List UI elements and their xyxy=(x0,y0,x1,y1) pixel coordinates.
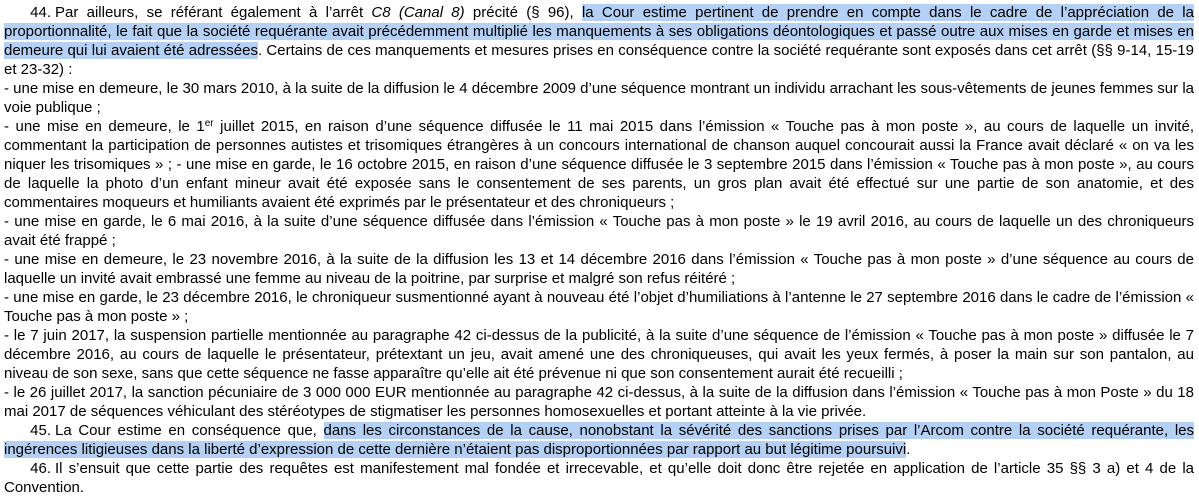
list-item xyxy=(4,383,1194,421)
paragraph-text: précité (§ 96), xyxy=(464,4,582,21)
list-item-text: - une mise en demeure, le 1 xyxy=(4,118,205,135)
paragraph-44 xyxy=(4,3,1194,79)
paragraph-number: 44. xyxy=(30,4,51,21)
paragraph-45 xyxy=(4,421,1194,459)
paragraph-number: 45. xyxy=(30,422,51,439)
list-item-text: juillet 2015, en raison d’une séquence diffusée le 11 mai 2015 dans l’émission « Touche pas à mon poste », au cours de laquelle un invité, commentant la participation de personnes autistes et trisomiques étrangères à un concours international de chanson auquel concourait aussi la France avait déclaré « on va les niquer les trisomiques » ; - une mise en garde, le 16 octobre 2015, en raison d’une séquence diffusée le 3 septembre 2015 dans l’émission « Touche pas à mon poste », au cours de laquelle la photo d’un enfant mineur avait été exposée sans le consentement de ses parents, un gros plan avait été effectué sur une partie de son anatomie, et des commentaires moqueurs et humiliants avaient été exprimés par le présentateur et des chroniqueurs ; xyxy=(4,118,1194,211)
list-item-text: - une mise en garde, le 6 mai 2016, à la suite d’une séquence diffusée dans l’émission « Touche pas à mon poste » le 19 avril 2016, au cours de laquelle un des chroniqueurs avait été frappé ; xyxy=(4,213,1194,249)
list-item xyxy=(4,288,1194,326)
list-item-text: - une mise en demeure, le 23 novembre 2016, à la suite de la diffusion les 13 et 14 décembre 2016 dans l’émission « Touche pas à mon poste » d’une séquence au cours de laquelle un invité avait embrassé une femme au niveau de la poitrine, par surprise et malgré son refus réitéré ; xyxy=(4,251,1194,287)
ordinal-superscript: er xyxy=(204,118,214,129)
list-item-text: - une mise en garde, le 23 décembre 2016, le chroniqueur susmentionné ayant à nouveau été l’objet d’humiliations à l’antenne le 27 septembre 2016 dans le cadre de l’émission « Touche pas à mon poste » ; xyxy=(4,289,1194,325)
highlighted-text[interactable]: dans les circonstances de la cause, nonobstant la sévérité des sanctions prises par l’Arcom contre la société requérante, les ingérences litigieuses dans la liberté d’expression de cette dernière n’étaient pas disproportionnées par rapport au but légitime poursuivi xyxy=(4,422,1194,458)
paragraph-text: Il s’ensuit que cette partie des requêtes est manifestement mal fondée et irrecevable, et qu’elle doit donc être rejetée en application de l’article 35 §§ 3 a) et 4 de la Convention. xyxy=(4,460,1194,496)
highlighted-text[interactable]: la Cour estime pertinent de prendre en compte dans le cadre de l’appréciation de la proportionnalité, le fait que la société requérante avait précédemment multiplié les manquements à ses obligations déontologiques et passé outre aux mises en garde et mises en demeure qui lui avaient été adressées xyxy=(4,4,1194,59)
list-item-text: - le 26 juillet 2017, la sanction pécuniaire de 3 000 000 EUR mentionnée au paragraphe 42 ci-dessus, à la suite de la diffusion dans l’émission « Touche pas à mon Poste » du 18 mai 2017 de séquences véhiculant des stéréotypes de stigmatiser les personnes homosexuelles et portant atteinte à la vie privée. xyxy=(4,384,1194,420)
judgment-excerpt xyxy=(4,3,1194,497)
paragraph-46 xyxy=(4,459,1194,497)
paragraph-text: . xyxy=(906,441,911,458)
list-item xyxy=(4,250,1194,288)
list-item xyxy=(4,212,1194,250)
list-item xyxy=(4,79,1194,117)
list-item-text: - le 7 juin 2017, la suspension partielle mentionnée au paragraphe 42 ci-dessus de la publicité, à la suite d’une séquence de l’émission « Touche pas à mon poste » diffusée le 7 décembre 2016, au cours de laquelle le présentateur, prétextant un jeu, avait amené une des chroniqueuses, qui avait les yeux fermés, à poser la main sur son pantalon, au niveau de son sexe, sans que cette séquence ne fasse apparaître qu’elle ait été prévenue ni que son consentement aurait été recueilli ; xyxy=(4,327,1194,382)
paragraph-number: 46. xyxy=(30,460,51,477)
paragraph-text: . Certains de ces manquements et mesures prises en conséquence contre la société requérante sont exposés dans cet arrêt (§§ 9-14, 15-19 et 23-32) : xyxy=(4,42,1194,78)
paragraph-text: La Cour estime en conséquence que, xyxy=(55,422,324,439)
list-item-text: - une mise en demeure, le 30 mars 2010, à la suite de la diffusion le 4 décembre 2009 d’une séquence montrant un individu arrachant les sous-vêtements de jeunes femmes sur la voie publique ; xyxy=(4,80,1194,116)
list-item xyxy=(4,326,1194,383)
case-reference: C8 (Canal 8) xyxy=(371,4,465,21)
paragraph-text: Par ailleurs, se référant également à l’arrêt xyxy=(55,4,372,21)
list-item xyxy=(4,117,1194,212)
